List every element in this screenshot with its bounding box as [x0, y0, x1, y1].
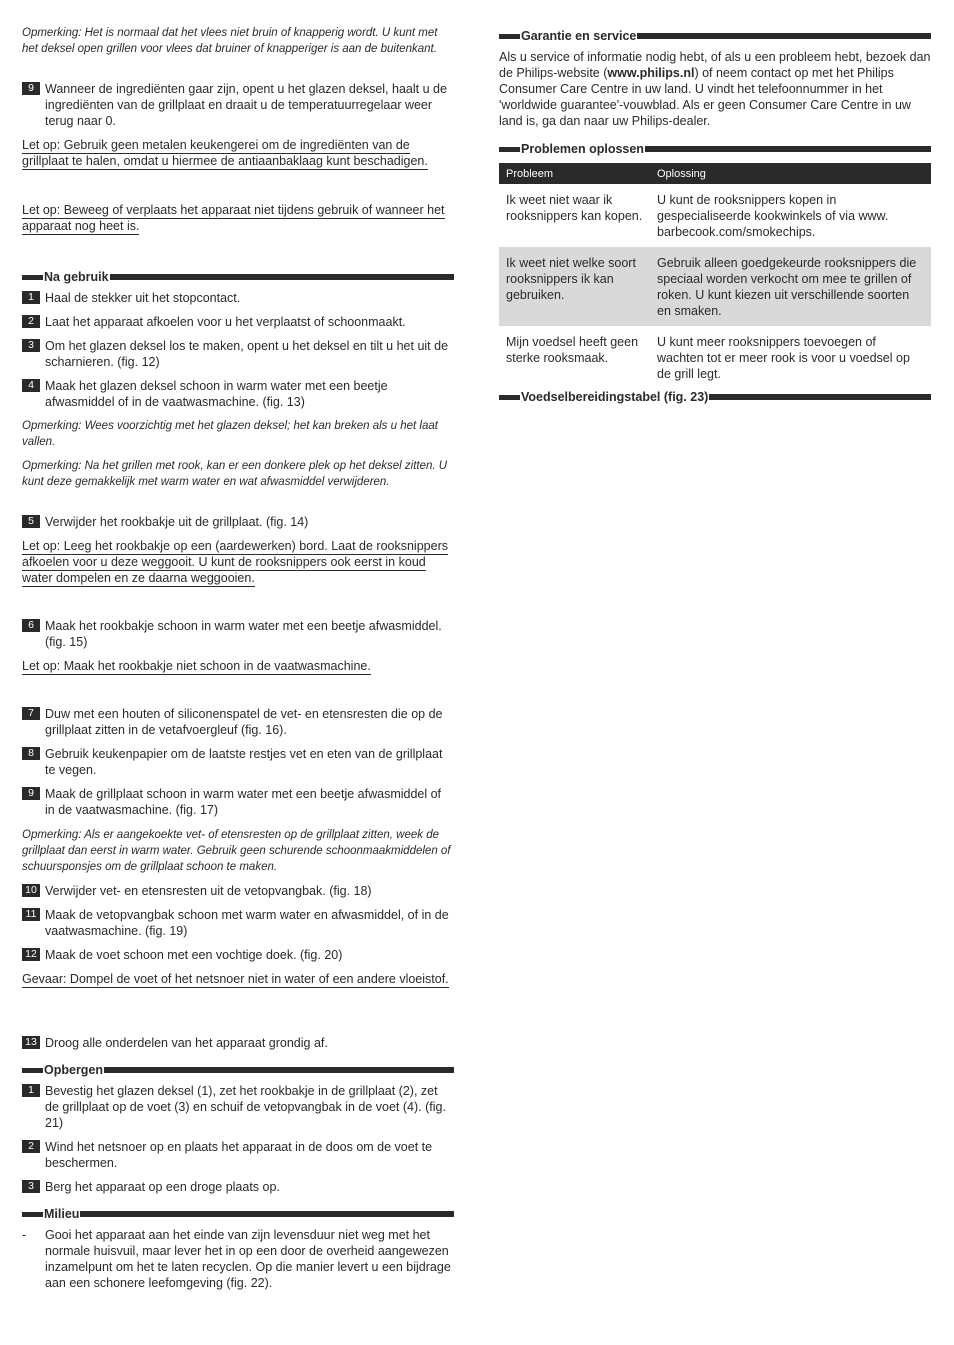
- heading-bar: [499, 34, 520, 39]
- caution-text: Let op: Leeg het rookbakje op een (aardewerken) bord. Laat de rooksnippers afkoelen voor u deze weggooit. U kunt de rooksnippers ook eerst in koud water dompelen en ze daarna weggooien.: [22, 539, 448, 585]
- step-number: 8: [22, 747, 40, 760]
- step-text: Maak de voet schoon met een vochtige doek. (fig. 20): [45, 948, 343, 962]
- heading-text: Opbergen: [44, 1063, 104, 1077]
- table-row: [499, 247, 931, 326]
- step-item: [22, 907, 454, 939]
- step-number: 4: [22, 379, 40, 392]
- heading-bar: [22, 1212, 43, 1217]
- heading-rule: [709, 394, 931, 400]
- philips-website-link[interactable]: www.philips.nl: [607, 66, 695, 80]
- step-number: 5: [22, 515, 40, 528]
- step-text: Droog alle onderdelen van het apparaat grondig af.: [45, 1036, 328, 1050]
- step-number: 2: [22, 1140, 40, 1153]
- step-number: 1: [22, 1084, 40, 1097]
- step-text: Laat het apparaat afkoelen voor u het verplaatst of schoonmaakt.: [45, 315, 406, 329]
- step-text: Gebruik keukenpapier om de laatste restjes vet en eten van de grillplaat te vegen.: [45, 747, 443, 777]
- step-item: [22, 378, 454, 410]
- heading-bar: [499, 395, 520, 400]
- heading-bar: [22, 275, 43, 280]
- note-text: Opmerking: Als er aangekoekte vet- of etensresten op de grillplaat zitten, week de grillplaat dan eerst in warm water. Gebruik geen schurende schoonmaakmiddelen of schuursponsjes om de grillplaat schoon te maken.: [22, 829, 451, 873]
- step-text: Om het glazen deksel los te maken, opent u het deksel en tilt u het uit de scharnieren. (fig. 12): [45, 339, 449, 369]
- dash-bullet: -: [22, 1228, 27, 1242]
- step-text: Maak de grillplaat schoon in warm water met een beetje afwasmiddel of in de vaatwasmachine. (fig. 17): [45, 787, 442, 817]
- step-number: 2: [22, 315, 40, 328]
- step-item: [22, 1035, 454, 1051]
- step-number: 1: [22, 291, 40, 304]
- section-heading-storage: [22, 1063, 454, 1077]
- step-item: [22, 1179, 454, 1195]
- step-text: Wanneer de ingrediënten gaar zijn, opent u het glazen deksel, haalt u de ingrediënten van de grillplaat en draait u de temperatuurregelaar weer terug naar 0.: [45, 82, 447, 128]
- troubleshooting-table: [499, 163, 931, 389]
- step-item: [22, 81, 454, 129]
- guarantee-text-start: Als u service of informatie nodig hebt, of als u een probleem hebt, bezoek dan de Philips-website (: [499, 50, 931, 80]
- step-number: 11: [22, 908, 40, 921]
- problem-cell: Mijn voedsel heeft geen sterke rooksmaak.: [506, 335, 639, 365]
- caution-do-not-move: [22, 202, 454, 234]
- step-item: [22, 290, 454, 306]
- step-text: Maak het glazen deksel schoon in warm water met een beetje afwasmiddel of in de vaatwasmachine. (fig. 13): [45, 379, 388, 409]
- table-row: [499, 326, 931, 389]
- heading-rule: [637, 33, 931, 39]
- heading-text: Milieu: [44, 1207, 80, 1221]
- step-item: [22, 947, 454, 963]
- env-list-item: [22, 1227, 454, 1291]
- step-text: Maak het rookbakje schoon in warm water met een beetje afwasmiddel. (fig. 15): [45, 619, 442, 649]
- heading-rule: [104, 1067, 454, 1073]
- step-text: Duw met een houten of siliconenspatel de vet- en etensresten die op de grillplaat zitten in de vetafvoergleuf (fig. 16).: [45, 707, 443, 737]
- section-heading-food-table: [499, 390, 931, 404]
- troubleshooting-table-wrapper: [499, 163, 931, 389]
- danger-no-immerse: [22, 971, 454, 987]
- guarantee-text-end: ) of neem contact op met het Philips Consumer Care Centre in uw land. U vindt het telefoonnummer in het 'worldwide guarantee'-vouwblad. Als er geen Consumer Care Centre in uw land is, ga dan naar uw Philips-dealer.: [499, 66, 911, 128]
- section-heading-troubleshooting: [499, 142, 931, 156]
- guarantee-paragraph: [499, 49, 931, 129]
- solution-cell: U kunt de rooksnippers kopen in gespecialiseerde kookwinkels of via www. barbecook.com/smokechips.: [657, 193, 889, 239]
- section-heading-after-use: [22, 270, 454, 284]
- step-number: 10: [22, 884, 40, 897]
- problem-cell: Ik weet niet welke soort rooksnippers ik kan gebruiken.: [499, 247, 650, 326]
- step-number: 6: [22, 619, 40, 632]
- step-item: [22, 1139, 454, 1171]
- step-text: Wind het netsnoer op en plaats het apparaat in de doos om de voet te beschermen.: [45, 1140, 433, 1170]
- step-number: 9: [22, 787, 40, 800]
- guarantee-text: [499, 49, 931, 129]
- section-heading-guarantee: [499, 29, 931, 43]
- heading-text: Na gebruik: [44, 270, 109, 284]
- caution-no-dishwasher: [22, 658, 454, 674]
- note-text: Opmerking: Het is normaal dat het vlees niet bruin of knapperig wordt. U kunt met het deksel open grillen voor vlees dat bruiner of knapperiger is aan de buitenkant.: [22, 27, 438, 55]
- step-item: [22, 746, 454, 778]
- step-text: Bevestig het glazen deksel (1), zet het rookbakje in de grillplaat (2), zet de grillplaat op de voet (3) en schuif de vetopvangbak in de voet (4). (fig. 21): [45, 1084, 446, 1130]
- step-text: Maak de vetopvangbak schoon met warm water en afwasmiddel, of in de vaatwasmachine. (fig. 19): [45, 908, 449, 938]
- column-header-solution: Oplossing: [650, 163, 931, 184]
- step-text: Verwijder vet- en etensresten uit de vetopvangbak. (fig. 18): [45, 884, 372, 898]
- step-text: Verwijder het rookbakje uit de grillplaat. (fig. 14): [45, 515, 309, 529]
- table-header-row: [499, 163, 931, 184]
- danger-text: Gevaar: Dompel de voet of het netsnoer niet in water of een andere vloeistof.: [22, 972, 449, 986]
- table-row: [499, 184, 931, 247]
- caution-text: Let op: Gebruik geen metalen keukengerei om de ingrediënten van de grillplaat te halen, omdat u hiermee de antiaanbaklaag kunt beschadigen.: [22, 138, 428, 168]
- step-number: 3: [22, 339, 40, 352]
- heading-rule: [110, 274, 454, 280]
- env-text: Gooi het apparaat aan het einde van zijn levensduur niet weg met het normale huisvuil, maar lever het in op een door de overheid aangewezen inzamelpunt om het te laten recyclen. Op die manier levert u een bijdrage aan een schonere leefomgeving (fig. 22).: [45, 1228, 451, 1290]
- section-heading-environment: [22, 1207, 454, 1221]
- note-dark-spot: [22, 458, 454, 490]
- heading-text: Garantie en service: [521, 29, 637, 43]
- step-item: [22, 786, 454, 818]
- step-number: 12: [22, 948, 40, 961]
- step-item: [22, 514, 454, 530]
- step-item: [22, 338, 454, 370]
- heading-bar: [499, 147, 520, 152]
- step-number: 7: [22, 707, 40, 720]
- heading-bar: [22, 1068, 43, 1073]
- note-text: Opmerking: Na het grillen met rook, kan er een donkere plek op het deksel zitten. U kunt deze gemakkelijk met warm water en wat afwasmiddel verwijderen.: [22, 460, 448, 488]
- note-glass-lid: [22, 418, 454, 450]
- problem-cell: Ik weet niet waar ik rooksnippers kan kopen.: [506, 193, 643, 223]
- step-number: 13: [22, 1036, 40, 1049]
- solution-cell: Gebruik alleen goedgekeurde rooksnippers die speciaal worden verkocht om mee te grillen of roken. U kunt kiezen uit verschillende soorten en smaken.: [650, 247, 931, 326]
- caution-text: Let op: Maak het rookbakje niet schoon in de vaatwasmachine.: [22, 659, 371, 673]
- caution-text: Let op: Beweeg of verplaats het apparaat niet tijdens gebruik of wanneer het apparaat nog heet is.: [22, 203, 445, 233]
- step-number: 3: [22, 1180, 40, 1193]
- note-not-brown: [22, 25, 454, 57]
- heading-text: Problemen oplossen: [521, 142, 644, 156]
- step-text: Haal de stekker uit het stopcontact.: [45, 291, 241, 305]
- step-item: [22, 1083, 454, 1131]
- caution-metal-utensils: [22, 137, 454, 169]
- solution-cell: U kunt meer rooksnippers toevoegen of wachten tot er meer rook is voor u voedsel op de grill legt.: [657, 335, 910, 381]
- note-text: Opmerking: Wees voorzichtig met het glazen deksel; het kan breken als u het laat vallen.: [22, 420, 438, 448]
- step-number: 9: [22, 82, 40, 95]
- step-item: [22, 314, 454, 330]
- step-item: [22, 706, 454, 738]
- caution-empty-tray: [22, 538, 454, 586]
- note-soak-plate: [22, 827, 454, 875]
- step-text: Berg het apparaat op een droge plaats op.: [45, 1180, 280, 1194]
- step-item: [22, 618, 454, 650]
- heading-rule: [80, 1211, 454, 1217]
- column-header-problem: Probleem: [499, 163, 650, 184]
- heading-text: Voedselbereidingstabel (fig. 23): [521, 390, 709, 404]
- heading-rule: [645, 146, 931, 152]
- step-item: [22, 883, 454, 899]
